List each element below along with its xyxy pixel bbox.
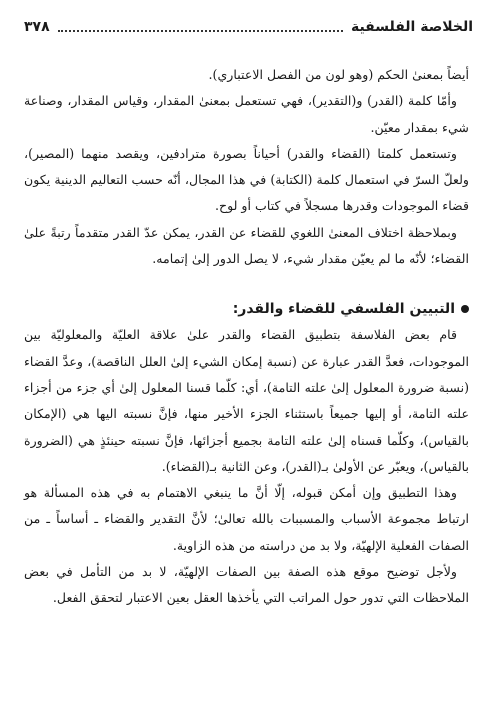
paragraph: أيضاً بمعنىٰ الحكم (وهو لون من الفصل الاعتباري). — [208, 67, 469, 82]
paragraph: وأمّا كلمة (القدر) و(التقدير)، فهي تستعمل بمعنىٰ المقدار، وقياس المقدار، وصناعة شيء بمقدار معيّن. — [24, 93, 469, 135]
bullet-icon — [461, 305, 469, 313]
header-title: الخلاصة الفلسفية — [350, 19, 473, 35]
paragraph: وهذا التطبيق وإن أمكن قبوله، إلّا أنَّ ما ينبغي الاهتمام به في هذه المسألة هو ارتباط مجموعة الأسباب والمسببات بالله تعالىٰ؛ لأنَّ التقدير والقضاء ـ أساساً ـ من الصفات الفعلية الإلهيّة، ولا بد من دراسته من هذه الزاوية. — [24, 485, 469, 553]
header-dot-leader — [58, 22, 343, 32]
section-heading — [24, 296, 469, 322]
paragraph: وبملاحظة اختلاف المعنىٰ اللغوي للقضاء عن القدر، يمكن عدّ القدر متقدماً رتبةً علىٰ القضاء؛ لأنّه ما لم يعيّن مقدار شيء، لا يصل الدور إلىٰ إتمامه. — [24, 224, 469, 267]
running-header — [24, 14, 473, 40]
paragraph: ولأجل توضيح موقع هذه الصفة بين الصفات الإلهيّة، لا بد من التأمل في بعض الملاحظات التي تدور حول المراتب التي يأخذها العقل بعين الاعتبار لتحقق الفعل. — [24, 564, 469, 606]
paragraph: وتستعمل كلمتا (القضاء والقدر) أحياناً بصورة مترادفين، ويقصد منهما (المصير)، ولعلّ السرّ في استعمال كلمة (الكتابة) في هذا المجال، أنّه حسب التعاليم الدينية يكون قضاء الموجودات وقدرها مسجلاً في كتاب أو لوح. — [24, 145, 469, 214]
page-number: ٣٧٨ — [24, 19, 50, 35]
section-heading-text: التبيين الفلسفي للقضاء والقدر: — [232, 301, 455, 318]
paragraph: قام بعض الفلاسفة بتطبيق القضاء والقدر علىٰ علاقة العليّة والمعلوليّة بين الموجودات، فعدَّ القدر عبارة عن (نسبة إمكان الشيء إلىٰ العلل الناقصة)، وعدَّ القضاء (نسبة ضرورة المعلول إلىٰ علته التامة)، أي: كلّما قسنا المعلول إلىٰ أي جزء من أجزاء علته التامة، أو إليها جميعاً باستثناء الجزء الأخير منها، فإنَّ نسبته اليها هي (الإمكان بالقياس)، وكلّما قسناه إلىٰ علته التامة بجميع أجزائها، فإنَّ نسبته حينئذٍ هي (الضرورة بالقياس)، ويعبّر عن الأولىٰ بـ(القدر)، وعن الثانية بـ(القضاء). — [24, 327, 469, 474]
page-body — [24, 62, 469, 612]
